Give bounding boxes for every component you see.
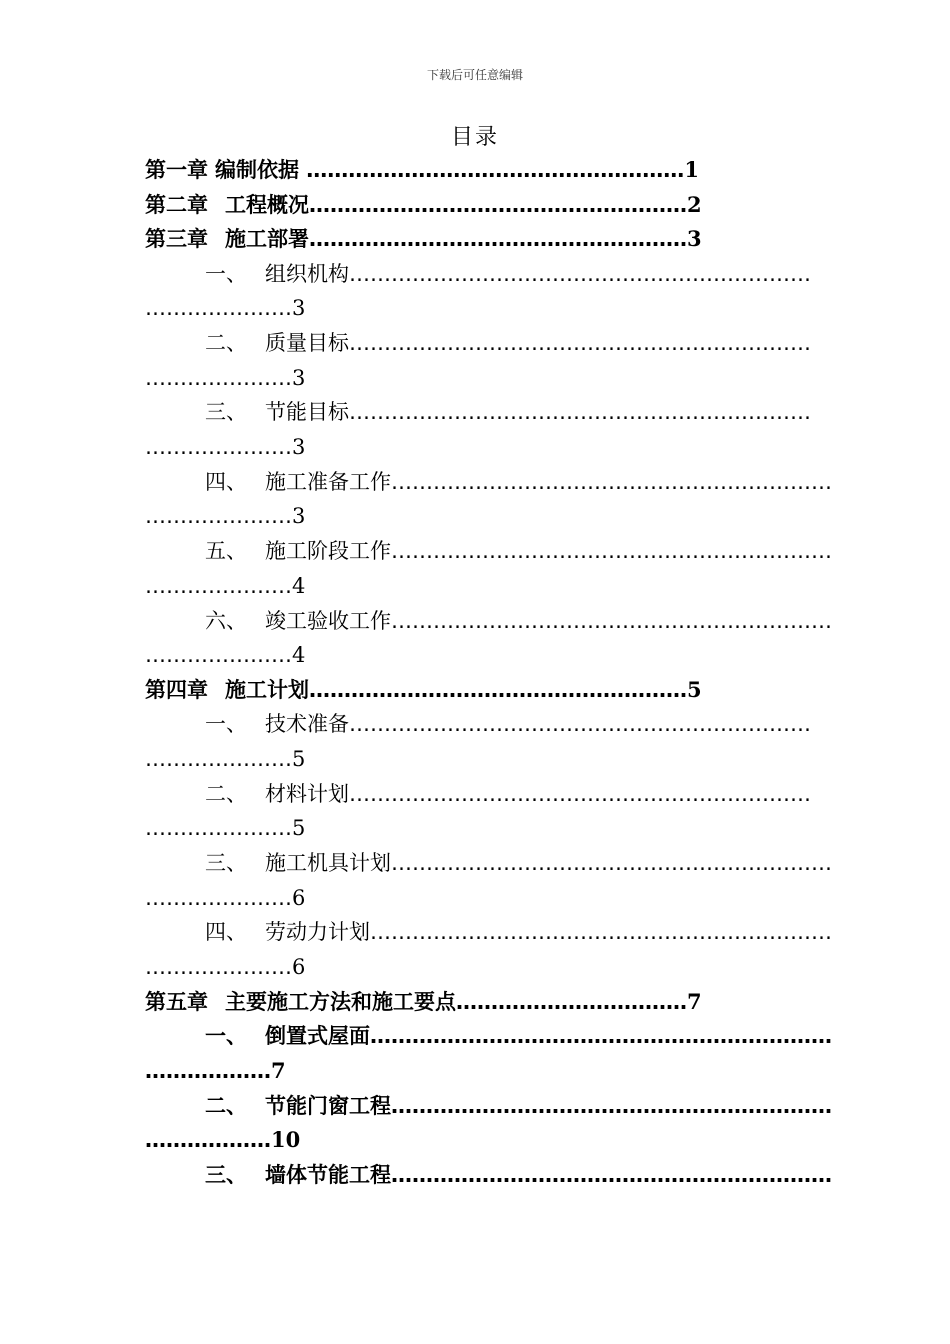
toc-entry-leader: ……………………………………………………… [391,539,832,563]
toc-entry-chapter-5[interactable] [145,985,702,1019]
toc-entry-leader: ……………………………………………… [299,158,685,182]
toc-entry-continuation [145,361,305,395]
toc-entry-continuation [145,881,305,915]
toc-entry-continuation [145,499,305,533]
toc-entry-continuation [145,430,305,464]
toc-entry-continuation [145,950,305,984]
toc-entry-number: 二、 [205,782,247,806]
toc-entry-leader: ………………… [145,296,292,320]
toc-entry-leader: ………………………………………………………… [349,712,811,736]
toc-entry-leader: ……………………………………………………… [391,1163,832,1187]
toc-entry-number: 三、 [205,400,247,424]
toc-entry-continuation [145,291,305,325]
toc-entry-continuation [145,638,305,672]
toc-entry-continuation [145,1123,300,1157]
toc-entry-title: 施工准备工作 [265,470,391,494]
toc-entry-page: 4 [292,643,306,667]
toc-entry-section[interactable] [205,1019,832,1053]
toc-entry-page: 5 [292,816,306,840]
toc-entry-number: 第二章 [145,193,208,217]
toc-entry-leader: ………………………………………………………… [370,1024,832,1048]
toc-entry-number: 第三章 [145,227,208,251]
toc-entry-leader: ………………………………………………………… [349,400,811,424]
toc-entry-leader: ……………………………………………… [309,193,687,217]
toc-entry-leader: ……………………………………………………… [391,1094,832,1118]
toc-entry-title: 节能目标 [265,400,349,424]
toc-entry-leader: ……………… [145,1059,271,1083]
toc-entry-chapter-3[interactable] [145,222,702,256]
toc-entry-section[interactable] [205,846,832,880]
toc-entry-section[interactable] [205,915,832,949]
toc-entry-title: 编制依据 [215,158,299,182]
toc-entry-title: 工程概况 [225,193,309,217]
toc-entry-number: 一、 [205,712,247,736]
toc-entry-number: 三、 [205,851,247,875]
toc-entry-title: 施工阶段工作 [265,539,391,563]
toc-entry-leader: ………………………………………………………… [349,782,811,806]
toc-entry-leader: ……………………………………………………… [391,609,832,633]
toc-entry-continuation [145,742,305,776]
toc-entry-page: 3 [687,226,702,251]
toc-entry-number: 二、 [205,331,247,355]
toc-entry-section[interactable] [205,604,832,638]
toc-entry-title: 施工计划 [225,678,309,702]
toc-entry-title: 节能门窗工程 [265,1094,391,1118]
toc-entry-leader: ……………………………………………… [309,678,687,702]
toc-entry-number: 第一章 [145,158,208,182]
toc-entry-leader: ………………… [145,643,292,667]
toc-entry-leader: ……………………………………………………… [391,851,832,875]
toc-entry-leader: ………………………………………………………… [349,331,811,355]
toc-entry-section[interactable] [205,1158,832,1192]
toc-entry-chapter-1[interactable] [145,153,699,187]
toc-entry-page: 5 [292,747,306,771]
toc-entry-page: 3 [292,504,306,528]
toc-entry-page: 2 [687,192,702,217]
toc-entry-page: 10 [271,1127,301,1152]
toc-entry-section[interactable] [205,534,832,568]
toc-entry-title: 技术准备 [265,712,349,736]
toc-entry-title: 主要施工方法和施工要点 [225,990,456,1014]
toc-entry-leader: ……………………………………………… [309,227,687,251]
toc-entry-number: 四、 [205,470,247,494]
toc-entry-title: 组织机构 [265,262,349,286]
toc-entry-title: 墙体节能工程 [265,1163,391,1187]
toc-entry-page: 4 [292,574,306,598]
toc-entry-leader: ……………………………………………………… [391,470,832,494]
toc-entry-title: 竣工验收工作 [265,609,391,633]
toc-entry-leader: ………………… [145,435,292,459]
toc-entry-page: 6 [292,955,306,979]
toc-entry-page: 5 [687,677,702,702]
toc-entry-page: 7 [271,1058,286,1083]
toc-entry-title: 质量目标 [265,331,349,355]
toc-entry-title: 材料计划 [265,782,349,806]
toc-entry-leader: ……………… [145,1128,271,1152]
toc-entry-continuation [145,811,305,845]
toc-entry-number: 二、 [205,1094,247,1118]
toc-entry-number: 第五章 [145,990,208,1014]
toc-entry-number: 一、 [205,262,247,286]
toc-entry-leader: ………………………………………………………… [370,920,832,944]
toc-entry-page: 6 [292,886,306,910]
toc-entry-continuation [145,569,305,603]
toc-entry-title: 施工机具计划 [265,851,391,875]
toc-entry-page: 1 [684,157,699,182]
toc-entry-leader: ………………… [145,816,292,840]
toc-entry-leader: ………………… [145,504,292,528]
toc-entry-leader: ………………… [145,574,292,598]
toc-entry-leader: …………………………… [456,990,687,1014]
toc-entry-page: 7 [687,989,702,1014]
toc-entry-number: 六、 [205,609,247,633]
toc-entry-number: 四、 [205,920,247,944]
toc-entry-section[interactable] [205,1089,832,1123]
toc-entry-leader: ………………… [145,366,292,390]
toc-title: 目录 [450,125,499,150]
toc-entry-chapter-2[interactable] [145,188,702,222]
toc-entry-leader: ………………………………………………………… [349,262,811,286]
toc-entry-section[interactable] [205,395,811,429]
toc-entry-chapter-4[interactable] [145,673,702,707]
toc-entry-page: 3 [292,296,306,320]
toc-entry-section[interactable] [205,707,811,741]
toc-entry-title: 施工部署 [225,227,309,251]
toc-entry-number: 第四章 [145,678,208,702]
toc-entry-section[interactable] [205,326,811,360]
toc-entry-continuation [145,1054,286,1088]
toc-entry-section[interactable] [205,257,811,291]
page-header: 下载后可任意编辑 [426,68,523,82]
toc-entry-section[interactable] [205,777,811,811]
toc-entry-title: 倒置式屋面 [265,1024,370,1048]
toc-entry-number: 一、 [205,1024,247,1048]
toc-entry-number: 三、 [205,1163,247,1187]
toc-entry-section[interactable] [205,465,832,499]
toc-entry-leader: ………………… [145,955,292,979]
toc-entry-page: 3 [292,366,306,390]
toc-entry-page: 3 [292,435,306,459]
toc-entry-leader: ………………… [145,886,292,910]
toc-entry-leader: ………………… [145,747,292,771]
toc-entry-number: 五、 [205,539,247,563]
toc-entry-title: 劳动力计划 [265,920,370,944]
